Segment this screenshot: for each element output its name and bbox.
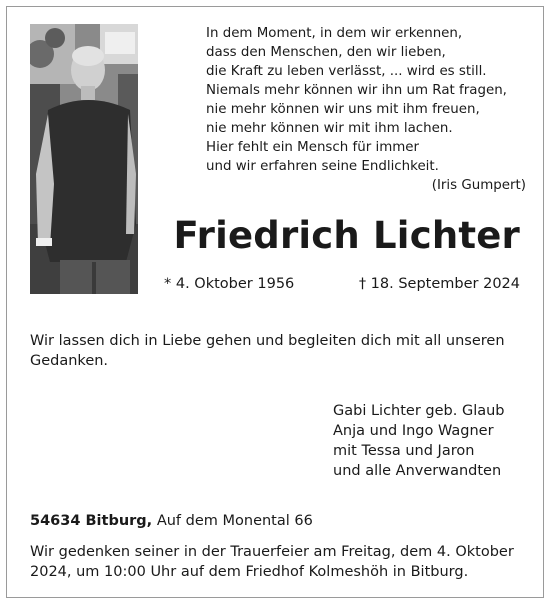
farewell-text: Wir lassen dich in Liebe gehen und begleiten dich mit all unseren Gedanken. (30, 333, 505, 369)
poem-line: die Kraft zu leben verlässt, ... wird es still. (206, 64, 487, 79)
poem-line: nie mehr können wir uns mit ihm freuen, (206, 102, 480, 117)
poem-line: nie mehr können wir mit ihm lachen. (206, 121, 453, 136)
service-details: Wir gedenken seiner in der Trauerfeier am Freitag, dem 4. Oktober 2024, um 10:00 Uhr auf dem Friedhof Kolmeshöh in Bitburg. (30, 544, 514, 580)
poem-line: In dem Moment, in dem wir erkennen, (206, 26, 463, 41)
poem-line: Niemals mehr können wir ihn um Rat fragen, (206, 83, 507, 98)
deceased-name: Friedrich Lichter (173, 214, 520, 257)
birth-date: * 4. Oktober 1956 (164, 276, 295, 292)
address-street: Auf dem Monental 66 (156, 513, 313, 529)
mourner-line: und alle Anverwandten (333, 463, 502, 479)
death-date: † 18. September 2024 (358, 276, 520, 292)
poem-line: und wir erfahren seine Endlichkeit. (206, 159, 439, 174)
mourner-line: Gabi Lichter geb. Glaub (333, 403, 505, 419)
poem-author: (Iris Gumpert) (431, 178, 526, 193)
mourners-list (333, 401, 533, 481)
mourner-line: mit Tessa und Jaron (333, 443, 475, 459)
portrait-photo (30, 24, 138, 294)
poem-block (206, 24, 526, 195)
poem-line: Hier fehlt ein Mensch für immer (206, 140, 420, 155)
family-address (30, 511, 526, 531)
poem-line: dass den Menschen, den wir lieben, (206, 45, 446, 60)
mourner-line: Anja und Ingo Wagner (333, 423, 494, 439)
address-city: 54634 Bitburg, (30, 513, 153, 529)
